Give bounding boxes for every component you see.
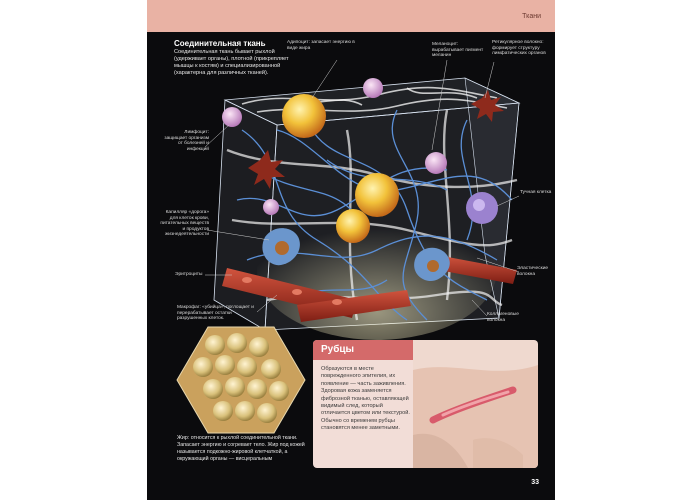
adipocyte-3 — [336, 209, 370, 243]
intro-text: Соединительная ткань бывает рыхлой (удерживает органы), плотной (прикрепляет мышцы к костям) и специализированной (характерна для различных тканей). — [174, 49, 289, 76]
lymphocyte-1 — [222, 107, 242, 127]
mast-cell — [466, 192, 498, 224]
fat-tissue-micrograph — [175, 325, 307, 435]
scar-photo — [413, 340, 538, 468]
lymphocyte-2 — [363, 78, 383, 98]
scar-title: Рубцы — [321, 344, 355, 355]
label-macrophage: Макрофаг: «убийца», поглощает и перерабатывает остатки разрушенных клеток. — [177, 305, 254, 322]
page — [147, 0, 555, 500]
label-mast-cell: Тучная клетка — [520, 190, 552, 195]
label-adipocyte: Адипоцит: запасает энергию в виде жира — [287, 40, 355, 51]
lymphocyte-3 — [425, 152, 447, 174]
page-title: Соединительная ткань — [174, 39, 266, 48]
label-capillary: Капилляр «дорога» для клеток крови, питательных веществ и продуктов жизнедеятельности — [160, 210, 209, 238]
scar-header — [313, 340, 417, 360]
label-reticular: Ретикулярное волокно: формирует структуру лимфатических органов — [492, 40, 546, 57]
scar-panel — [313, 340, 417, 468]
label-erythrocytes: Эритроциты — [175, 272, 203, 277]
label-melanocyte: Меланоцит: вырабатывает пигмент меланин — [432, 42, 484, 59]
adipocyte-1 — [282, 94, 326, 138]
label-lymphocyte: Лимфоцит: защищает организм от болезней и инфекций — [164, 130, 209, 152]
lymphocyte-4 — [263, 199, 279, 215]
page-number: 33 — [531, 479, 539, 486]
scar-text: Образуются в месте поврежденного эпителия, их появление — часть заживления. Здоровая кожа заменяется фиброзной тканью, оставляющей видимый след, который отличается цветом или текстурой. Обычно со временем рубцы становятся менее заметными. — [321, 366, 410, 432]
section-label: Ткани — [522, 13, 541, 20]
scar-section — [313, 340, 538, 468]
label-collagen: Коллагеновые волокна — [487, 312, 519, 323]
fat-caption: Жир: относится к рыхлой соединительной ткани. Запасает энергию и согревает тело. Жир под кожей называется подкожно-жировой клетчаткой, а окружающий органы — висцеральным — [177, 435, 305, 462]
adipocyte-2 — [355, 173, 399, 217]
label-elastic: Эластические волокна — [517, 266, 549, 277]
